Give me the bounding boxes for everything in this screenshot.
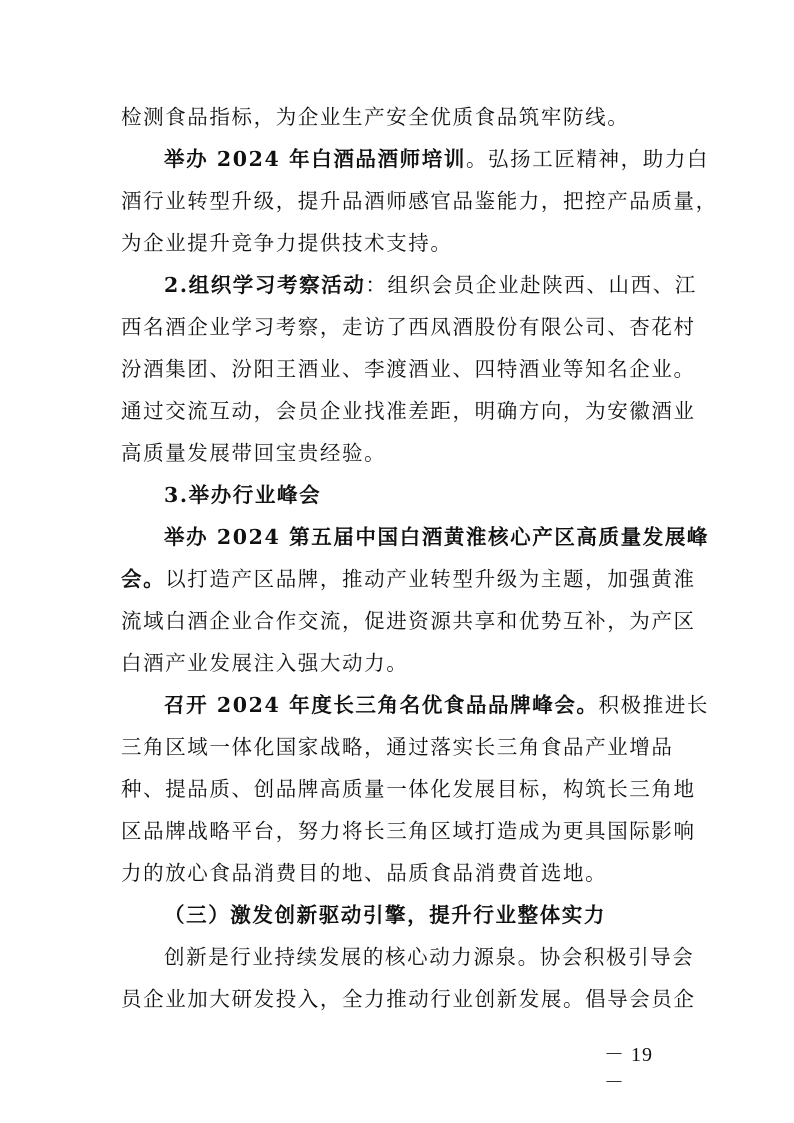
text-run: 汾酒集团、汾阳王酒业、李渡酒业、四特酒业等知名企业。: [121, 357, 696, 381]
text-line: [121, 355, 696, 383]
text-run: 白酒产业发展注入强大动力。: [121, 651, 409, 675]
text-line: [121, 229, 453, 257]
text-run: 种、提品质、创品牌高质量一体化发展目标，构筑长三角地: [121, 777, 696, 801]
text-line: [164, 943, 695, 971]
text-run: 高质量发展带回宝贵经验。: [121, 441, 387, 465]
text-line: [121, 397, 696, 425]
text-line: [121, 859, 607, 887]
text-run: 创新是行业持续发展的核心动力源泉。协会积极引导会: [164, 945, 695, 969]
text-run: 检测食品指标，为企业生产安全优质食品筑牢防线。: [121, 105, 630, 129]
bold-run: 会。: [121, 567, 166, 591]
text-line: [121, 607, 696, 635]
text-run: 西名酒企业学习考察，走访了西凤酒股份有限公司、杏花村: [121, 315, 696, 339]
text-run: 酒行业转型升级，提升品酒师感官品鉴能力，把控产品质量，: [121, 189, 718, 213]
text-line: [164, 145, 710, 173]
text-run: 通过交流互动，会员企业找准差距，明确方向，为安徽酒业: [121, 399, 696, 423]
text-line: [121, 775, 696, 803]
text-run: 以打造产区品牌，推动产业转型升级为主题，加强黄淮: [165, 567, 696, 591]
text-line: [121, 103, 629, 131]
text-line: [164, 271, 697, 299]
bold-run: 3.举办行业峰会: [164, 483, 322, 507]
text-line: [121, 187, 718, 215]
text-run: 三角区域一体化国家战略，通过落实长三角食品产业增品: [121, 735, 674, 759]
text-line: [121, 565, 696, 593]
text-line: [121, 985, 696, 1013]
text-line: [164, 901, 606, 929]
text-line: [121, 733, 672, 761]
text-run: ：组织会员企业赴陕西、山西、江: [365, 273, 697, 297]
text-run: 区品牌战略平台，努力将长三角区域打造成为更具国际影响: [121, 819, 696, 843]
bold-run: 举办 2024 年白酒品酒师培训: [164, 147, 466, 171]
text-run: 员企业加大研发投入，全力推动行业创新发展。倡导会员企: [121, 987, 696, 1011]
page-number: － 19 －: [604, 1044, 653, 1094]
text-run: 。弘扬工匠精神，助力白: [465, 147, 710, 171]
text-run: 流域白酒企业合作交流，促进资源共享和优势互补，为产区: [121, 609, 696, 633]
text-line: [121, 649, 408, 677]
bold-run: （三）激发创新驱动引擎，提升行业整体实力: [164, 903, 606, 927]
text-line: [121, 313, 696, 341]
bold-run: 2.组织学习考察活动: [164, 273, 366, 297]
text-line: [121, 439, 386, 467]
text-line: [164, 481, 321, 509]
text-line: [121, 817, 696, 845]
bold-run: 召开 2024 年度长三角名优食品品牌峰会。: [164, 693, 599, 717]
text-line: [164, 691, 710, 719]
text-run: 为企业提升竞争力提供技术支持。: [121, 231, 453, 255]
text-line: [164, 523, 710, 551]
text-run: 力的放心食品消费目的地、品质食品消费首选地。: [121, 861, 608, 885]
bold-run: 举办 2024 第五届中国白酒黄淮核心产区高质量发展峰: [164, 525, 710, 549]
text-run: 积极推进长: [598, 693, 710, 717]
